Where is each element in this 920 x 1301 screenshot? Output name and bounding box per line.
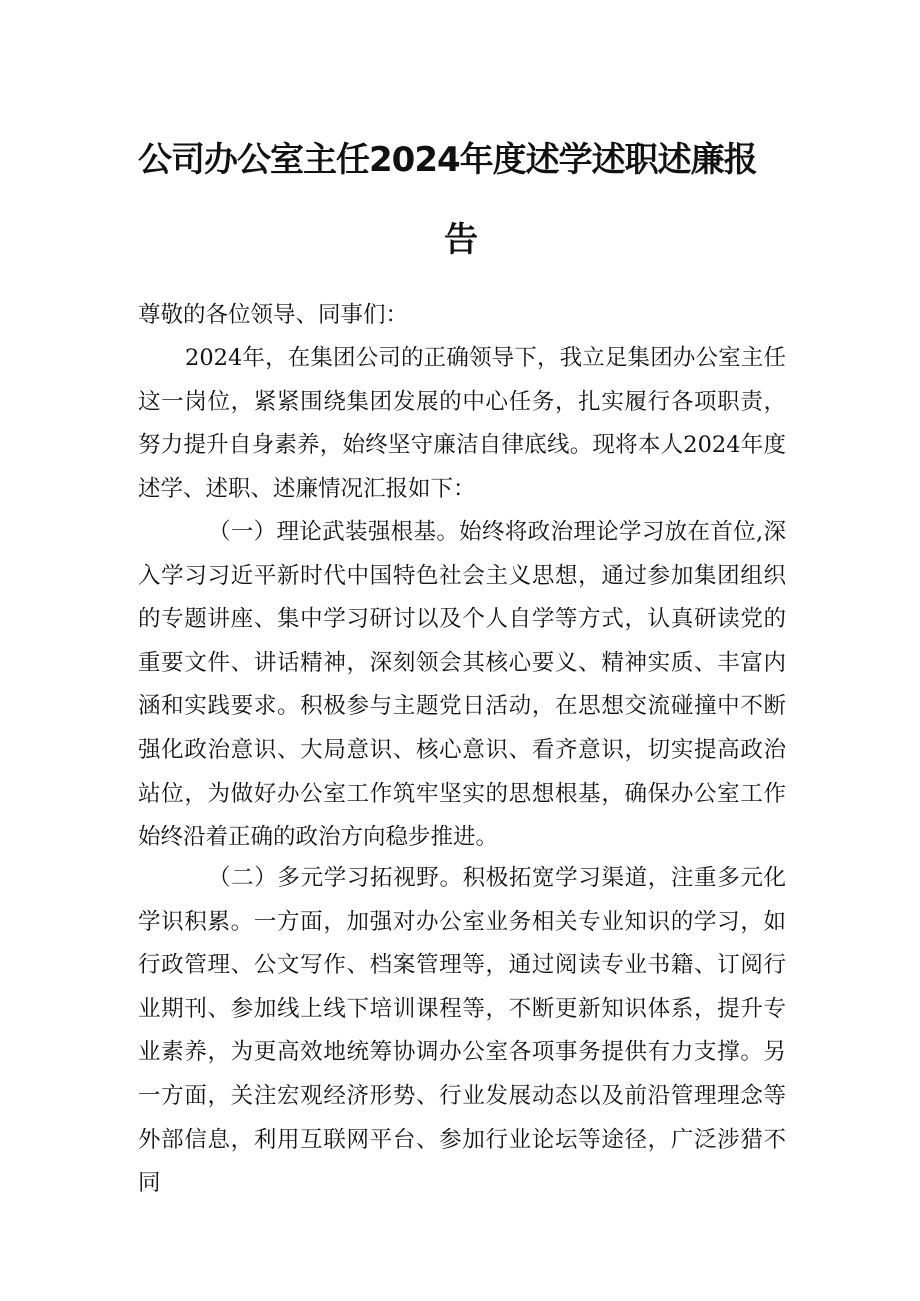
paragraph-diverse-learning: （二）多元学习拓视野。积极拓宽学习渠道，注重多元化学识积累。一方面，加强对办公室业务相关专业知识的学习，如行政管理、公文写作、档案管理等，通过阅读专业书籍、订阅行业期刊、参加线上线下培训课程等，不断更新知识体系，提升专业素养，为更高效地统筹协调办公室各项事务提供有力支撑。另一方面，关注宏观经济形势、行业发展动态以及前沿管理理念等外部信息，利用互联网平台、参加行业论坛等途径，广泛涉猎不同 <box>138 865 786 1197</box>
paragraph-intro: 2024年，在集团公司的正确领导下，我立足集团办公室主任这一岗位，紧紧围绕集团发展的中心任务，扎实履行各项职责，努力提升自身素养，始终坚守廉洁自律底线。现将本人2024年度述学、述职、述廉情况汇报如下： <box>138 345 786 502</box>
document-title-line-1: 公司办公室主任2024年度述学述职述廉报 <box>138 140 757 180</box>
document-title-line-2: 告 <box>444 220 477 260</box>
paragraph-theory-study: （一）理论武装强根基。始终将政治理论学习放在首位,深入学习习近平新时代中国特色社会主义思想，通过参加集团组织的专题讲座、集中学习研讨以及个人自学等方式，认真研读党的重要文件、讲话精神，深刻领会其核心要义、精神实质、丰富内涵和实践要求。积极参与主题党日活动，在思想交流碰撞中不断强化政治意识、大局意识、核心意识、看齐意识，切实提高政治站位，为做好办公室工作筑牢坚实的思想根基，确保办公室工作始终沿着正确的政治方向稳步推进。 <box>138 519 786 851</box>
salutation: 尊敬的各位领导、同事们： <box>138 302 409 328</box>
